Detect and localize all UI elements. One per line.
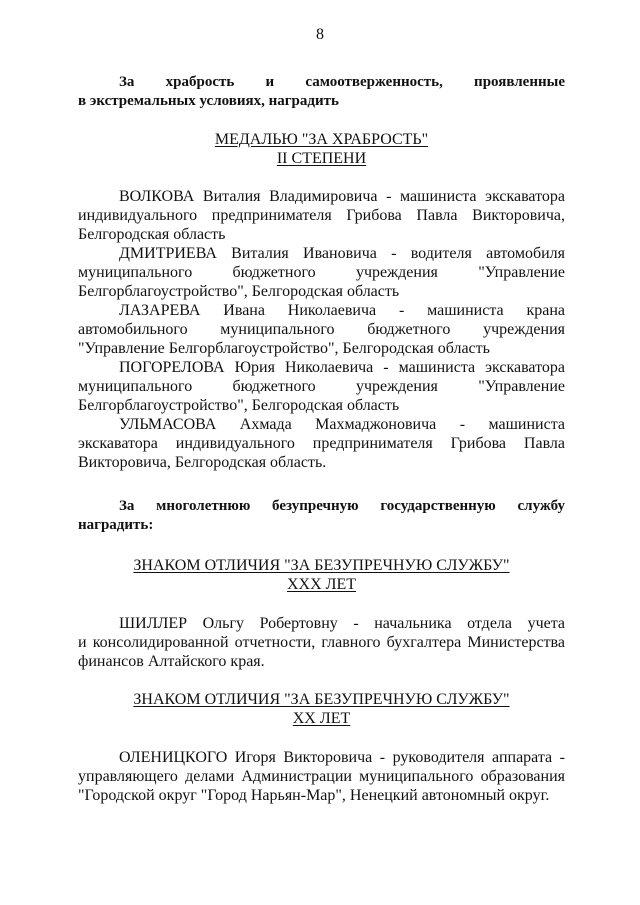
page-number: 8 [316, 26, 324, 43]
badge-20-awardee [78, 748, 565, 805]
awardee-line: Викторовича, Белгородская область. [78, 454, 327, 471]
awardee-line: "Управление Белгорблагоустройство", Белгородская область [78, 340, 490, 357]
medal-heading [78, 130, 565, 168]
awardee-line: "Городской округ "Город Нарьян-Мар", Ненецкий автономный округ. [78, 787, 550, 804]
badge-20-heading-line2: XX ЛЕТ [292, 710, 351, 727]
badge-30-heading-line2: XXX ЛЕТ [286, 576, 357, 593]
awardee-line: и консолидированной отчетности, главного бухгалтера Министерства [78, 634, 565, 651]
awardee-line: УЛЬМАСОВА Ахмада Махмаджоновича - машиниста [119, 416, 565, 433]
awardee-line: экскаватора индивидуального предпринимателя Грибова Павла [78, 435, 565, 452]
badge-30-years-heading [78, 556, 565, 594]
awardee-line: управляющего делами Администрации муниципального образования [78, 768, 565, 785]
awardee-ulmasov [78, 415, 565, 472]
medal-heading-line1: МЕДАЛЬЮ "ЗА ХРАБРОСТЬ" [214, 131, 429, 148]
section1-intro-line2: в экстремальных условиях, наградить [78, 93, 339, 109]
badge-30-heading-line1: ЗНАКОМ ОТЛИЧИЯ "ЗА БЕЗУПРЕЧНУЮ СЛУЖБУ" [133, 557, 510, 574]
section2-intro-line2: наградить: [78, 517, 154, 533]
badge-20-heading-line1: ЗНАКОМ ОТЛИЧИЯ "ЗА БЕЗУПРЕЧНУЮ СЛУЖБУ" [133, 691, 510, 708]
awardee-line: ВОЛКОВА Виталия Владимировича - машиниста экскаватора [119, 188, 565, 205]
awardee-line: ОЛЕНИЦКОГО Игоря Викторовича - руководителя аппарата - [119, 749, 565, 766]
section1-intro-line1: За храбрость и самоотверженность, проявленные [119, 74, 565, 90]
awardee-line: муниципального бюджетного учреждения "Управление [78, 264, 565, 281]
awardee-line: индивидуального предпринимателя Грибова Павла Викторовича, [78, 207, 565, 224]
medal-awardee-list [78, 187, 565, 472]
section2-intro [78, 497, 565, 535]
awardee-line: ЛАЗАРЕВА Ивана Николаевича - машиниста крана [119, 302, 565, 319]
awardee-dmitriev [78, 244, 565, 301]
awardee-line: автомобильного муниципального бюджетного учреждения [78, 321, 565, 338]
medal-heading-line2: II СТЕПЕНИ [276, 150, 367, 167]
awardee-line: Белгорблагоустройство", Белгородская область [78, 397, 400, 414]
awardee-lazarev [78, 301, 565, 358]
section1-intro [78, 73, 565, 111]
awardee-line: ШИЛЛЕР Ольгу Робертовну - начальника отдела учета [119, 615, 565, 632]
awardee-line: финансов Алтайского края. [78, 653, 265, 670]
awardee-line: муниципального бюджетного учреждения "Управление [78, 378, 565, 395]
awardee-volkov [78, 187, 565, 244]
awardee-olenitsky [78, 748, 565, 805]
awardee-pogorelov [78, 358, 565, 415]
section2-intro-line1: За многолетнюю безупречную государственную службу [119, 498, 565, 514]
awardee-shiller [78, 614, 565, 671]
awardee-line: ДМИТРИЕВА Виталия Ивановича - водителя автомобиля [119, 245, 565, 262]
badge-20-years-heading [78, 690, 565, 728]
awardee-line: Белгородская область [78, 226, 226, 243]
badge-30-awardee [78, 614, 565, 671]
awardee-line: Белгорблагоустройство", Белгородская область [78, 283, 400, 300]
awardee-line: ПОГОРЕЛОВА Юрия Николаевича - машиниста экскаватора [119, 359, 565, 376]
